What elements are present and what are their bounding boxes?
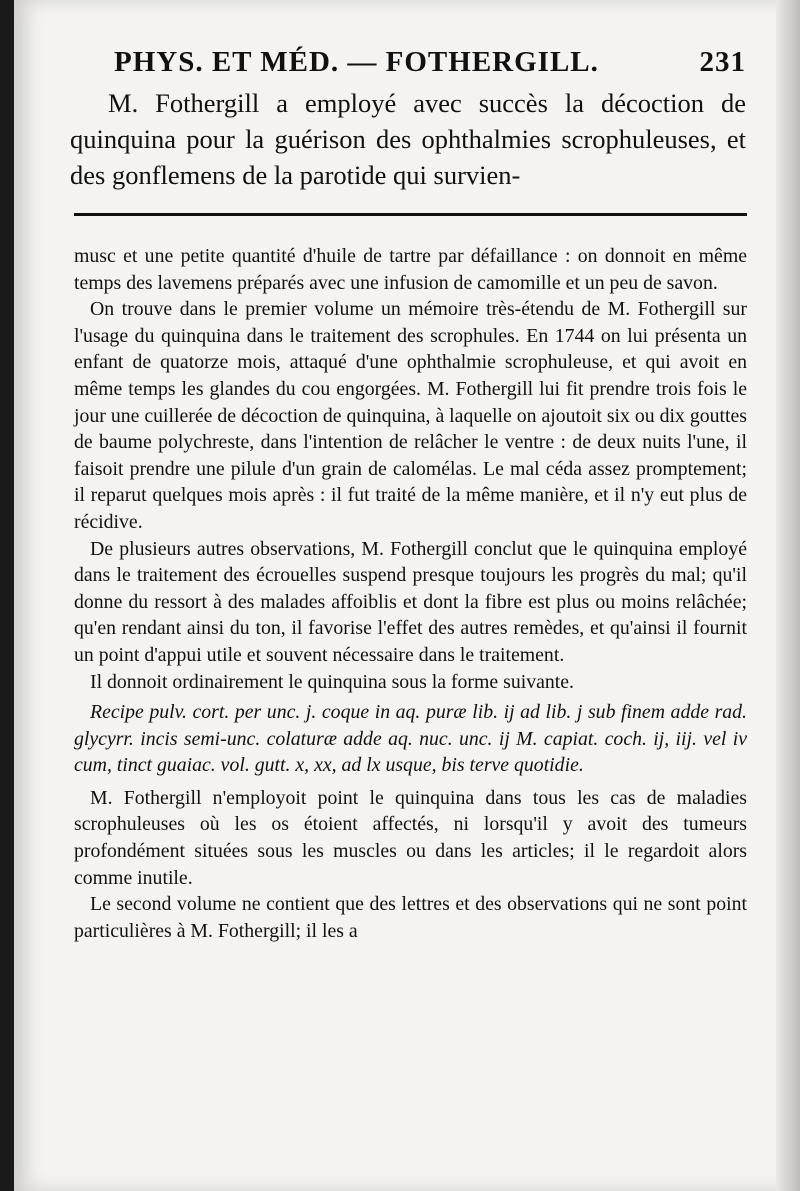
body-text xyxy=(74,243,747,944)
page-edge xyxy=(776,0,800,1191)
running-header xyxy=(114,46,746,86)
paragraph-7: Le second volume ne contient que des lettres et des observations qui ne sont point particulières à M. Fothergill; il les a xyxy=(74,893,747,942)
intro-block xyxy=(70,85,746,193)
paragraph-6: M. Fothergill n'employoit point le quinquina dans tous les cas de maladies scrophuleuses où les os étoient affectés, ni lorsqu'il y avoit des tumeurs profondément situées sous les muscles ou dans les articles; il le regardoit alors comme inutile. xyxy=(74,786,747,889)
paragraph-2: On trouve dans le premier volume un mémoire très-étendu de M. Fothergill sur l'usage du quinquina dans le traitement des scrophules. En 1744 on lui présenta un enfant de quatorze mois, attaqué d'une ophthalmie scrophuleuse, et qui avoit en même temps les glandes du cou engorgées. M. Fothergill lui fit prendre trois fois le jour une cuillerée de décoction de quinquina, à laquelle on ajoutoit six ou dix gouttes de baume polychreste, dans l'intention de relâcher le ventre : de deux nuits l'une, il faisoit prendre une pilule d'un grain de calomélas. Le mal céda assez promptement; il reparut quelques mois après : il fut traité de la même manière, et il n'y eut plus de récidive. xyxy=(74,298,747,533)
paragraph-3: De plusieurs autres observations, M. Fothergill conclut que le quinquina employé dans le traitement des écrouelles suspend presque toujours les progrès du mal; qu'il donne du ressort à des malades affoiblis et dont la fibre est plus ou moins relâchée; qu'en rendant ainsi du ton, il favorise l'effet des autres remèdes, et qu'ainsi il fournit un point d'appui utile et souvent nécessaire dans le traitement. xyxy=(74,537,747,666)
paragraph-1: musc et une petite quantité d'huile de tartre par défaillance : on donnoit en même temps des lavemens préparés avec une infusion de camomille et un peu de savon. xyxy=(74,245,747,294)
recipe-paragraph: Recipe pulv. cort. per unc. j. coque in aq. puræ lib. ij ad lib. j sub finem adde rad. glycyrr. incis semi-unc. colaturæ adde aq. nuc. unc. ij M. capiat. coch. ij, iij. vel iv cum, tinct guaiac. vol. gutt. x, xx, ad lx usque, bis terve quotidie. xyxy=(74,701,747,777)
page-number: 231 xyxy=(699,46,746,78)
page xyxy=(14,0,800,1191)
horizontal-rule xyxy=(74,213,747,216)
intro-paragraph: M. Fothergill a employé avec succès la décoction de quinquina pour la guérison des ophthalmies scrophuleuses, et des gonflemens de la parotide qui survien- xyxy=(70,88,746,190)
paragraph-4: Il donnoit ordinairement le quinquina sous la forme suivante. xyxy=(90,670,574,693)
header-title: PHYS. ET MÉD. — FOTHERGILL. xyxy=(114,46,599,78)
